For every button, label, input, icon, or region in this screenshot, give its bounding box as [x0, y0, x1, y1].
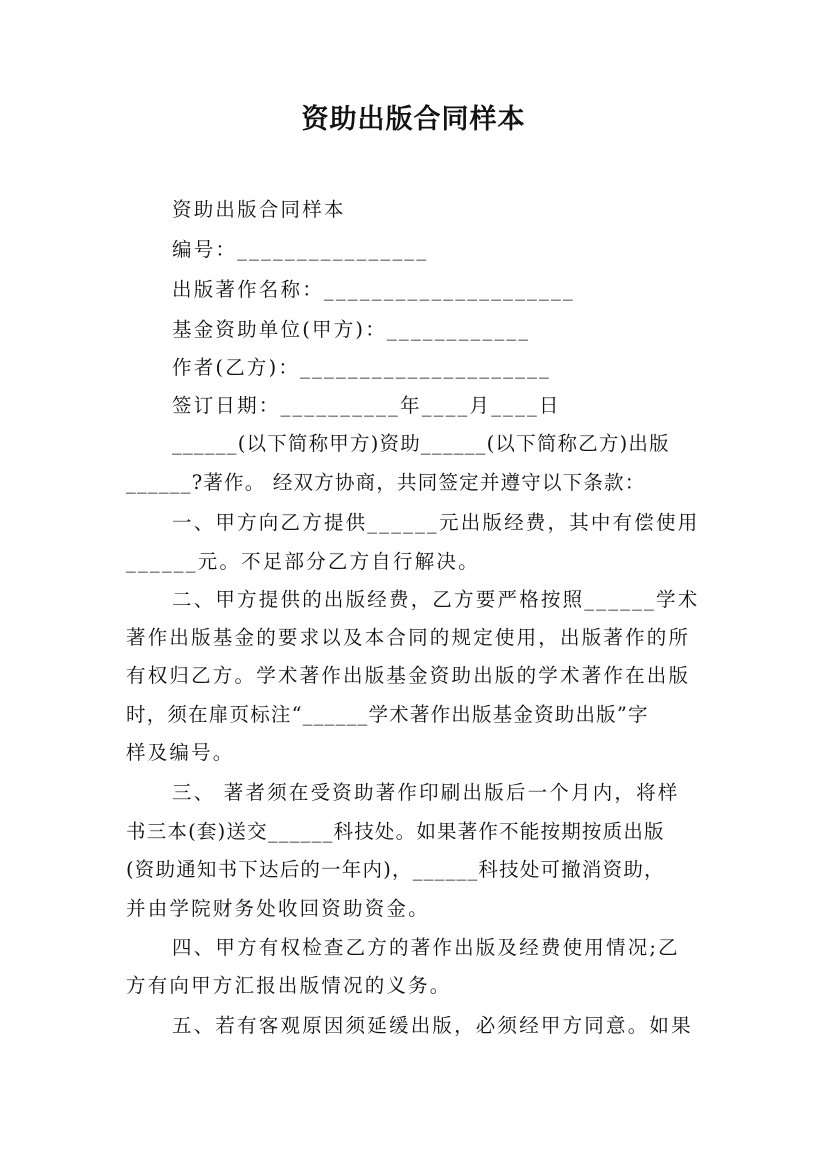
clause-5-line: 五、若有客观原因须延缓出版，必须经甲方同意。如果 — [172, 1014, 693, 1037]
clause-3-line: 三、 著者须在受资助著作印刷出版后一个月内，将样 — [172, 781, 680, 804]
subtitle-line: 资助出版合同样本 — [172, 198, 346, 221]
clause-2-line: 有权归乙方。学术著作出版基金资助出版的学术著作在出版 — [126, 664, 691, 687]
clause-4-line: 方有向甲方汇报出版情况的义务。 — [126, 974, 452, 997]
clause-2-line: 著作出版基金的要求以及本合同的规定使用，出版著作的所 — [126, 626, 691, 649]
funding-unit-line: 基金资助单位(甲方)：____________ — [172, 318, 531, 341]
clause-4-line: 四、甲方有权检查乙方的著作出版及经费使用情况;乙 — [172, 936, 680, 959]
clause-2-line: 样及编号。 — [126, 741, 235, 764]
author-line: 作者(乙方)：_____________________ — [172, 356, 552, 379]
work-name-line: 出版著作名称：_____________________ — [172, 278, 575, 301]
clause-3-line: (资助通知书下达后的一年内)，______科技处可撤消资助， — [126, 858, 665, 881]
document-title: 资助出版合同样本 — [301, 104, 526, 135]
clause-1-line: ______元。不足部分乙方自行解决。 — [126, 550, 480, 573]
clause-3-line: 并由学院财务处收回资助资金。 — [126, 897, 430, 920]
clause-2-line: 时，须在扉页标注“______学术著作出版基金资助出版”字 — [126, 703, 649, 726]
intro-paragraph-line: ______(以下简称甲方)资助______(以下简称乙方)出版 — [172, 432, 670, 455]
sign-date-line: 签订日期：__________年____月____日 — [172, 394, 561, 417]
intro-paragraph-line: ______?著作。 经双方协商，共同签定并遵守以下条款： — [126, 471, 646, 494]
clause-3-line: 书三本(套)送交______科技处。如果著作不能按期按质出版 — [126, 820, 665, 843]
contract-number-line: 编号：________________ — [172, 238, 429, 261]
clause-2-line: 二、甲方提供的出版经费，乙方要严格按照______学术 — [172, 588, 700, 611]
clause-1-line: 一、甲方向乙方提供______元出版经费，其中有偿使用 — [172, 511, 700, 534]
